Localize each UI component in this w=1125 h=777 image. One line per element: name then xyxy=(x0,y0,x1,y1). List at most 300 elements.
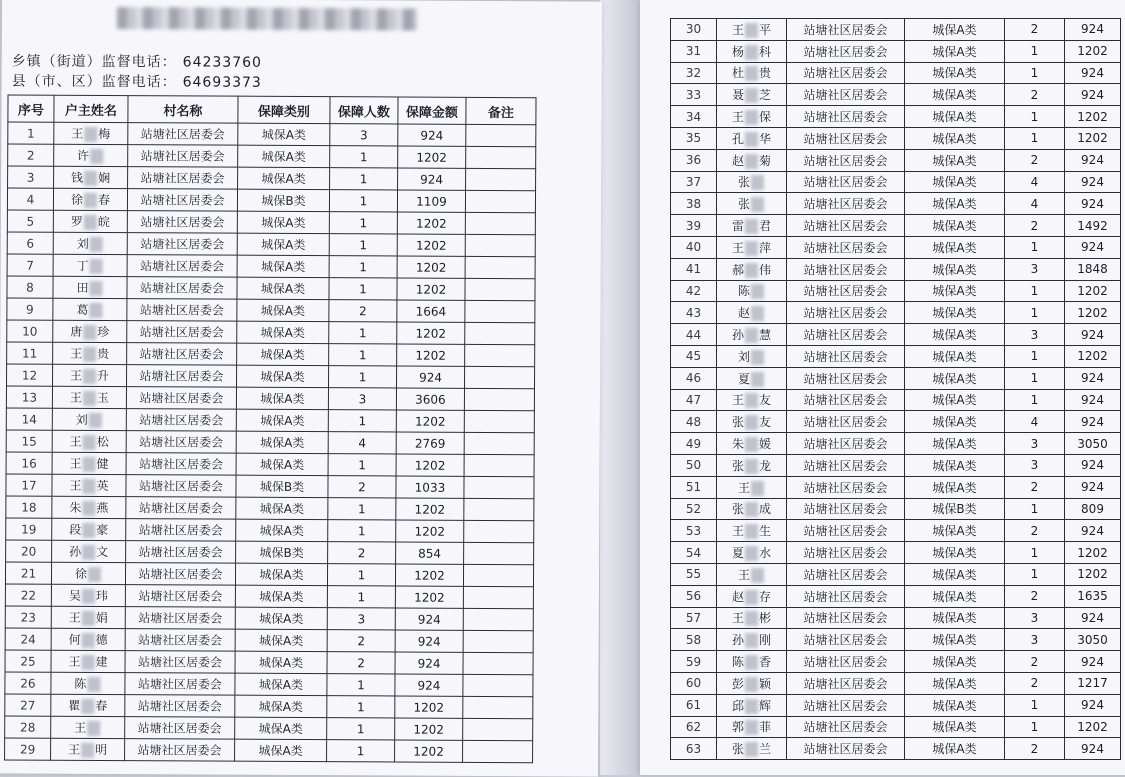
name-first-char: 王 xyxy=(70,391,82,405)
cell-village: 站塘社区居委会 xyxy=(787,629,905,651)
name-last-char: 成 xyxy=(759,502,771,516)
cell-household-head xyxy=(717,149,787,171)
cell-household-head xyxy=(717,389,787,411)
table-row xyxy=(6,474,534,499)
name-last-char: 菲 xyxy=(759,720,771,734)
cell-household-head xyxy=(717,106,787,128)
name-last-char: 德 xyxy=(96,633,108,647)
cell-household-head xyxy=(53,364,127,386)
cell-household-head xyxy=(51,606,125,628)
cell-assistance-type: 城保A类 xyxy=(235,717,327,739)
table-row xyxy=(671,302,1121,324)
table-row xyxy=(7,320,535,345)
name-last-char: 玮 xyxy=(96,589,108,603)
cell-assistance-type: 城保A类 xyxy=(905,193,1005,215)
cell-assistance-type: 城保A类 xyxy=(905,106,1005,128)
cell-assistance-type: 城保A类 xyxy=(905,563,1005,585)
name-first-char: 陈 xyxy=(738,284,750,298)
cell-amount: 809 xyxy=(1065,498,1121,520)
name-first-char: 王 xyxy=(70,457,82,471)
cell-village: 站塘社区居委会 xyxy=(787,607,905,629)
name-last-char: 科 xyxy=(759,45,771,59)
cell-person-count: 4 xyxy=(328,432,396,454)
cell-seq: 40 xyxy=(671,236,717,258)
name-first-char: 王 xyxy=(69,611,81,625)
cell-amount: 924 xyxy=(1065,19,1121,41)
table-header-row xyxy=(8,95,536,125)
cell-seq: 56 xyxy=(671,585,717,607)
table-row xyxy=(671,738,1121,760)
name-last-char: 燕 xyxy=(96,501,108,515)
cell-seq: 49 xyxy=(671,433,717,455)
cell-person-count: 2 xyxy=(1005,19,1065,41)
cell-village: 站塘社区居委会 xyxy=(126,541,236,564)
name-first-char: 王 xyxy=(738,568,750,582)
cell-person-count: 1 xyxy=(328,366,396,388)
cell-person-count: 3 xyxy=(1005,607,1065,629)
cell-remarks xyxy=(463,718,533,740)
cell-amount: 924 xyxy=(1065,193,1121,215)
cell-person-count: 1 xyxy=(1005,62,1065,84)
cell-village: 站塘社区居委会 xyxy=(127,233,237,256)
cell-seq: 9 xyxy=(7,298,53,320)
cell-village: 站塘社区居委会 xyxy=(127,255,237,278)
cell-household-head xyxy=(51,628,125,650)
assistance-table-right xyxy=(670,18,1121,760)
cell-amount: 1202 xyxy=(395,696,463,718)
name-last-char: 刚 xyxy=(759,633,771,647)
cell-person-count: 1 xyxy=(329,234,397,256)
county-phone-number: 64693373 xyxy=(183,74,262,90)
cell-amount: 1202 xyxy=(397,256,465,278)
name-last-char: 娴 xyxy=(98,171,110,185)
cell-village: 站塘社区居委会 xyxy=(787,236,905,258)
redaction-blur xyxy=(745,66,758,81)
name-first-char: 夏 xyxy=(732,546,744,560)
name-first-char: 王 xyxy=(732,524,744,538)
redaction-blur xyxy=(87,677,100,692)
cell-assistance-type: 城保A类 xyxy=(235,695,327,717)
cell-village: 站塘社区居委会 xyxy=(787,716,905,738)
redaction-blur xyxy=(745,45,758,60)
name-first-char: 罗 xyxy=(71,215,83,229)
name-last-char: 萍 xyxy=(759,241,771,255)
cell-village: 站塘社区居委会 xyxy=(787,433,905,455)
cell-village: 站塘社区居委会 xyxy=(125,739,235,762)
cell-assistance-type: 城保A类 xyxy=(235,563,327,585)
redaction-blur xyxy=(745,699,758,714)
cell-village: 站塘社区居委会 xyxy=(128,167,238,190)
cell-assistance-type: 城保A类 xyxy=(236,519,328,541)
cell-village: 站塘社区居委会 xyxy=(787,302,905,324)
name-last-char: 明 xyxy=(95,743,107,757)
cell-household-head xyxy=(54,122,128,144)
cell-person-count: 3 xyxy=(1005,629,1065,651)
name-first-char: 雷 xyxy=(732,219,744,233)
cell-person-count: 1 xyxy=(1005,389,1065,411)
cell-seq: 4 xyxy=(7,188,53,210)
table-row xyxy=(7,276,535,301)
name-first-char: 郝 xyxy=(732,263,744,277)
cell-seq: 59 xyxy=(671,651,717,673)
cell-assistance-type: 城保A类 xyxy=(905,171,1005,193)
table-row xyxy=(7,232,535,257)
cell-assistance-type: 城保A类 xyxy=(236,387,328,409)
cell-household-head xyxy=(717,302,787,324)
name-first-char: 葛 xyxy=(76,303,88,317)
redaction-blur xyxy=(83,435,96,450)
name-last-char: 兰 xyxy=(759,742,771,756)
name-first-char: 王 xyxy=(69,655,81,669)
cell-amount: 924 xyxy=(1065,476,1121,498)
name-first-char: 赵 xyxy=(732,590,744,604)
name-first-char: 张 xyxy=(738,175,750,189)
cell-amount: 924 xyxy=(1065,738,1121,760)
cell-village: 站塘社区居委会 xyxy=(787,563,905,585)
cell-person-count: 1 xyxy=(328,410,396,432)
cell-amount: 1202 xyxy=(397,234,465,256)
cell-seq: 19 xyxy=(6,518,52,540)
name-last-char: 贵 xyxy=(759,66,771,80)
redaction-blur xyxy=(82,655,95,670)
redaction-blur xyxy=(83,391,96,406)
name-first-char: 王 xyxy=(70,435,82,449)
cell-village: 站塘社区居委会 xyxy=(787,258,905,280)
cell-household-head xyxy=(717,127,787,149)
table-row xyxy=(671,280,1121,302)
cell-amount: 1202 xyxy=(1065,302,1121,324)
cell-seq: 35 xyxy=(671,127,717,149)
cell-village: 站塘社区居委会 xyxy=(787,389,905,411)
redaction-blur xyxy=(745,393,758,408)
cell-person-count: 1 xyxy=(1005,302,1065,324)
cell-seq: 50 xyxy=(671,454,717,476)
cell-person-count: 2 xyxy=(327,652,395,674)
name-last-char: 慧 xyxy=(759,328,771,342)
cell-person-count: 1 xyxy=(1005,367,1065,389)
name-last-char: 香 xyxy=(759,655,771,669)
name-last-char: 伟 xyxy=(759,263,771,277)
cell-remarks xyxy=(465,300,535,322)
table-row xyxy=(7,298,535,323)
cell-assistance-type: 城保B类 xyxy=(905,498,1005,520)
cell-household-head xyxy=(52,496,126,518)
cell-seq: 38 xyxy=(671,193,717,215)
redaction-blur xyxy=(745,132,758,147)
cell-household-head xyxy=(51,738,125,760)
cell-remarks xyxy=(466,168,536,190)
cell-assistance-type: 城保A类 xyxy=(905,324,1005,346)
cell-amount: 924 xyxy=(1065,607,1121,629)
cell-village: 站塘社区居委会 xyxy=(787,40,905,62)
cell-person-count: 1 xyxy=(330,168,398,190)
cell-amount: 3050 xyxy=(1065,629,1121,651)
cell-amount: 1202 xyxy=(1065,542,1121,564)
table-row xyxy=(671,433,1121,455)
name-first-char: 王 xyxy=(732,110,744,124)
cell-assistance-type: 城保A类 xyxy=(237,211,329,233)
redaction-blur xyxy=(745,437,758,452)
cell-amount: 1202 xyxy=(397,322,465,344)
cell-assistance-type: 城保A类 xyxy=(905,454,1005,476)
name-last-char: 芝 xyxy=(759,88,771,102)
cell-household-head xyxy=(717,171,787,193)
cell-seq: 5 xyxy=(7,210,53,232)
cell-amount: 1202 xyxy=(396,498,464,520)
cell-seq: 14 xyxy=(6,408,52,430)
table-row xyxy=(671,520,1121,542)
table-row xyxy=(5,738,533,763)
name-last-char: 英 xyxy=(96,479,108,493)
cell-person-count: 2 xyxy=(1005,476,1065,498)
cell-household-head xyxy=(717,542,787,564)
cell-assistance-type: 城保A类 xyxy=(238,123,330,145)
cell-village: 站塘社区居委会 xyxy=(787,411,905,433)
cell-household-head xyxy=(717,563,787,585)
table-row xyxy=(5,650,533,675)
col-header-name: 户主姓名 xyxy=(54,95,128,122)
name-first-char: 张 xyxy=(732,502,744,516)
cell-remarks xyxy=(466,146,536,168)
cell-amount: 924 xyxy=(1065,171,1121,193)
redaction-blur xyxy=(89,303,102,318)
table-row xyxy=(671,585,1121,607)
cell-seq: 20 xyxy=(6,540,52,562)
cell-seq: 43 xyxy=(671,302,717,324)
name-first-char: 王 xyxy=(68,743,80,757)
cell-remarks xyxy=(464,520,534,542)
table-row xyxy=(6,408,534,433)
redaction-blur xyxy=(745,263,758,278)
table-row xyxy=(671,171,1121,193)
cell-village: 站塘社区居委会 xyxy=(127,299,237,322)
cell-assistance-type: 城保A类 xyxy=(238,167,330,189)
cell-person-count: 3 xyxy=(330,124,398,146)
name-last-char: 彬 xyxy=(759,611,771,625)
name-last-char: 贵 xyxy=(97,347,109,361)
redaction-blur xyxy=(745,110,758,125)
name-last-char: 生 xyxy=(759,524,771,538)
cell-person-count: 2 xyxy=(1005,149,1065,171)
cell-seq: 25 xyxy=(5,650,51,672)
name-last-char: 辉 xyxy=(759,699,771,713)
cell-person-count: 4 xyxy=(1005,193,1065,215)
name-first-char: 段 xyxy=(69,523,81,537)
cell-household-head xyxy=(717,585,787,607)
table-row xyxy=(671,672,1121,694)
cell-amount: 1202 xyxy=(1065,40,1121,62)
cell-person-count: 1 xyxy=(329,212,397,234)
cell-household-head xyxy=(51,562,125,584)
cell-amount: 1217 xyxy=(1065,672,1121,694)
cell-village: 站塘社区居委会 xyxy=(787,498,905,520)
cell-person-count: 1 xyxy=(329,322,397,344)
cell-seq: 23 xyxy=(5,606,51,628)
cell-village: 站塘社区居委会 xyxy=(787,585,905,607)
cell-seq: 32 xyxy=(671,62,717,84)
cell-assistance-type: 城保A类 xyxy=(905,367,1005,389)
cell-amount: 924 xyxy=(1065,236,1121,258)
cell-assistance-type: 城保A类 xyxy=(235,585,327,607)
right-page xyxy=(640,0,1125,775)
cell-household-head xyxy=(717,19,787,41)
table-row xyxy=(6,540,534,565)
cell-person-count: 1 xyxy=(328,454,396,476)
redaction-blur xyxy=(82,545,95,560)
table-row xyxy=(671,106,1121,128)
redaction-blur xyxy=(751,372,764,387)
table-row xyxy=(7,342,535,367)
cell-village: 站塘社区居委会 xyxy=(126,497,236,520)
redaction-blur xyxy=(745,742,758,757)
name-first-char: 刘 xyxy=(77,237,89,251)
redaction-blur xyxy=(745,88,758,103)
cell-assistance-type: 城保A类 xyxy=(905,280,1005,302)
cell-seq: 2 xyxy=(8,144,54,166)
col-header-remarks: 备注 xyxy=(466,97,536,124)
cell-village: 站塘社区居委会 xyxy=(126,409,236,432)
cell-amount: 1202 xyxy=(395,564,463,586)
name-last-char: 健 xyxy=(97,457,109,471)
name-last-char: 文 xyxy=(96,545,108,559)
cell-assistance-type: 城保A类 xyxy=(236,497,328,519)
name-last-char: 媛 xyxy=(759,437,771,451)
cell-remarks xyxy=(464,454,534,476)
cell-person-count: 3 xyxy=(327,608,395,630)
cell-village: 站塘社区居委会 xyxy=(787,149,905,171)
cell-seq: 45 xyxy=(671,345,717,367)
name-first-char: 孙 xyxy=(69,545,81,559)
table-row xyxy=(6,430,534,455)
cell-assistance-type: 城保B类 xyxy=(236,541,328,563)
town-phone-label: 乡镇（街道）监督电话： xyxy=(12,53,177,70)
cell-amount: 1202 xyxy=(396,410,464,432)
table-row xyxy=(6,496,534,521)
cell-household-head xyxy=(54,144,128,166)
name-first-char: 刘 xyxy=(76,413,88,427)
name-last-char: 友 xyxy=(759,415,771,429)
cell-person-count: 3 xyxy=(1005,454,1065,476)
name-first-char: 吴 xyxy=(69,589,81,603)
name-first-char: 王 xyxy=(70,369,82,383)
name-first-char: 朱 xyxy=(69,501,81,515)
cell-remarks xyxy=(465,212,535,234)
cell-person-count: 2 xyxy=(1005,84,1065,106)
cell-village: 站塘社区居委会 xyxy=(787,672,905,694)
cell-seq: 37 xyxy=(671,171,717,193)
cell-amount: 1848 xyxy=(1065,258,1121,280)
table-row xyxy=(671,236,1121,258)
cell-household-head xyxy=(717,520,787,542)
cell-remarks xyxy=(463,586,533,608)
cell-amount: 3606 xyxy=(396,388,464,410)
cell-person-count: 4 xyxy=(1005,411,1065,433)
cell-seq: 3 xyxy=(8,166,54,188)
cell-assistance-type: 城保A类 xyxy=(237,299,329,321)
cell-seq: 54 xyxy=(671,542,717,564)
table-row xyxy=(671,19,1121,41)
redaction-blur xyxy=(84,171,97,186)
cell-village: 站塘社区居委会 xyxy=(787,106,905,128)
name-first-char: 郭 xyxy=(732,720,744,734)
cell-household-head xyxy=(717,716,787,738)
cell-remarks xyxy=(464,388,534,410)
cell-amount: 2769 xyxy=(396,432,464,454)
cell-household-head xyxy=(52,452,126,474)
table-row xyxy=(671,40,1121,62)
cell-person-count: 1 xyxy=(327,718,395,740)
cell-assistance-type: 城保A类 xyxy=(905,476,1005,498)
cell-seq: 53 xyxy=(671,520,717,542)
redaction-blur xyxy=(81,743,94,758)
cell-remarks xyxy=(465,190,535,212)
cell-seq: 47 xyxy=(671,389,717,411)
cell-assistance-type: 城保A类 xyxy=(235,673,327,695)
cell-assistance-type: 城保A类 xyxy=(905,629,1005,651)
cell-household-head xyxy=(717,476,787,498)
cell-household-head xyxy=(717,694,787,716)
name-last-char: 龙 xyxy=(759,459,771,473)
cell-remarks xyxy=(464,542,534,564)
table-row xyxy=(671,324,1121,346)
cell-person-count: 1 xyxy=(1005,542,1065,564)
cell-assistance-type: 城保A类 xyxy=(905,520,1005,542)
table-row xyxy=(671,367,1121,389)
table-row xyxy=(5,694,533,719)
cell-amount: 1202 xyxy=(1065,127,1121,149)
name-first-char: 陈 xyxy=(732,655,744,669)
cell-seq: 51 xyxy=(671,476,717,498)
cell-assistance-type: 城保A类 xyxy=(235,651,327,673)
cell-amount: 1202 xyxy=(395,718,463,740)
cell-household-head xyxy=(52,430,126,452)
cell-person-count: 1 xyxy=(1005,345,1065,367)
cell-assistance-type: 城保A类 xyxy=(238,145,330,167)
name-first-char: 聂 xyxy=(732,88,744,102)
cell-seq: 28 xyxy=(5,716,51,738)
table-row xyxy=(5,606,533,631)
table-row xyxy=(7,188,535,213)
table-row xyxy=(671,651,1121,673)
cell-household-head xyxy=(53,320,127,342)
assistance-table-left xyxy=(4,94,536,763)
cell-seq: 52 xyxy=(671,498,717,520)
redaction-blur xyxy=(81,699,94,714)
cell-village: 站塘社区居委会 xyxy=(787,520,905,542)
name-last-char: 存 xyxy=(759,590,771,604)
name-first-char: 王 xyxy=(71,127,83,141)
table-row xyxy=(671,193,1121,215)
cell-person-count: 2 xyxy=(328,476,396,498)
name-first-char: 唐 xyxy=(70,325,82,339)
cell-household-head xyxy=(52,518,126,540)
redaction-blur xyxy=(90,259,103,274)
name-first-char: 王 xyxy=(732,23,744,37)
name-first-char: 钱 xyxy=(71,171,83,185)
cell-seq: 15 xyxy=(6,430,52,452)
cell-remarks xyxy=(464,432,534,454)
table-row xyxy=(5,716,533,741)
table-row xyxy=(671,716,1121,738)
cell-remarks xyxy=(463,652,533,674)
name-last-char: 梅 xyxy=(98,127,110,141)
cell-amount: 1635 xyxy=(1065,585,1121,607)
cell-assistance-type: 城保A类 xyxy=(236,453,328,475)
redaction-blur xyxy=(751,284,764,299)
cell-person-count: 1 xyxy=(1005,694,1065,716)
cell-amount: 1202 xyxy=(1065,716,1121,738)
cell-village: 站塘社区居委会 xyxy=(787,345,905,367)
